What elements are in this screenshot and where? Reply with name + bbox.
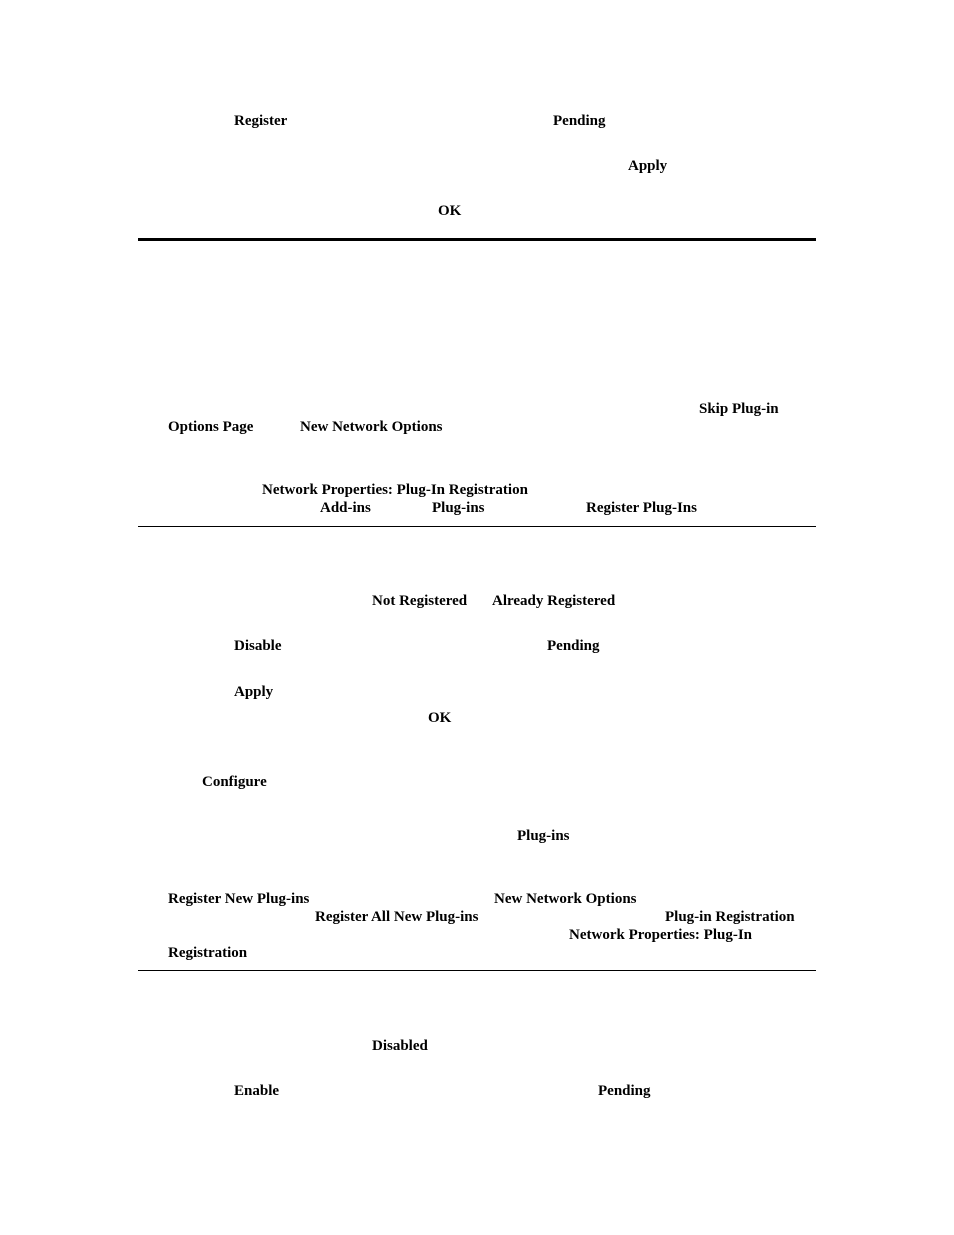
new-network-options-term: New Network Options (494, 891, 637, 907)
disable-term: Disable (234, 638, 282, 654)
pending-term: Pending (547, 638, 600, 654)
register-all-new-plug-ins-term: Register All New Plug-ins (315, 909, 479, 925)
disabled-term: Disabled (372, 1038, 428, 1054)
network-properties-plugin-registration-term: Network Properties: Plug-In Registration (262, 482, 528, 498)
section-divider-thick (138, 238, 816, 241)
plug-ins-term: Plug-ins (517, 828, 570, 844)
add-ins-term: Add-ins (320, 500, 371, 516)
section-divider-2 (138, 970, 816, 971)
pending-term: Pending (553, 113, 606, 129)
apply-term: Apply (234, 684, 274, 700)
network-properties-plugin-term: Network Properties: Plug-In (569, 927, 753, 943)
register-new-plug-ins-term: Register New Plug-ins (168, 891, 310, 907)
section-divider-1 (138, 526, 816, 527)
plugin-registration-term: Plug-in Registration (665, 909, 795, 925)
pending-term: Pending (598, 1083, 651, 1099)
registration-term: Registration (168, 945, 248, 961)
ok-term: OK (428, 710, 452, 726)
register-term: Register (234, 113, 288, 129)
not-registered-term: Not Registered (372, 593, 468, 609)
ok-term: OK (438, 203, 462, 219)
register-plug-ins-term: Register Plug-Ins (586, 500, 697, 516)
options-page-term: Options Page (168, 419, 254, 435)
apply-term: Apply (628, 158, 668, 174)
enable-term: Enable (234, 1083, 280, 1099)
plug-ins-term: Plug-ins (432, 500, 485, 516)
configure-term: Configure (202, 774, 267, 790)
new-network-options-term: New Network Options (300, 419, 443, 435)
already-registered-term: Already Registered (492, 593, 616, 609)
skip-plugin-term: Skip Plug-in (699, 401, 779, 417)
